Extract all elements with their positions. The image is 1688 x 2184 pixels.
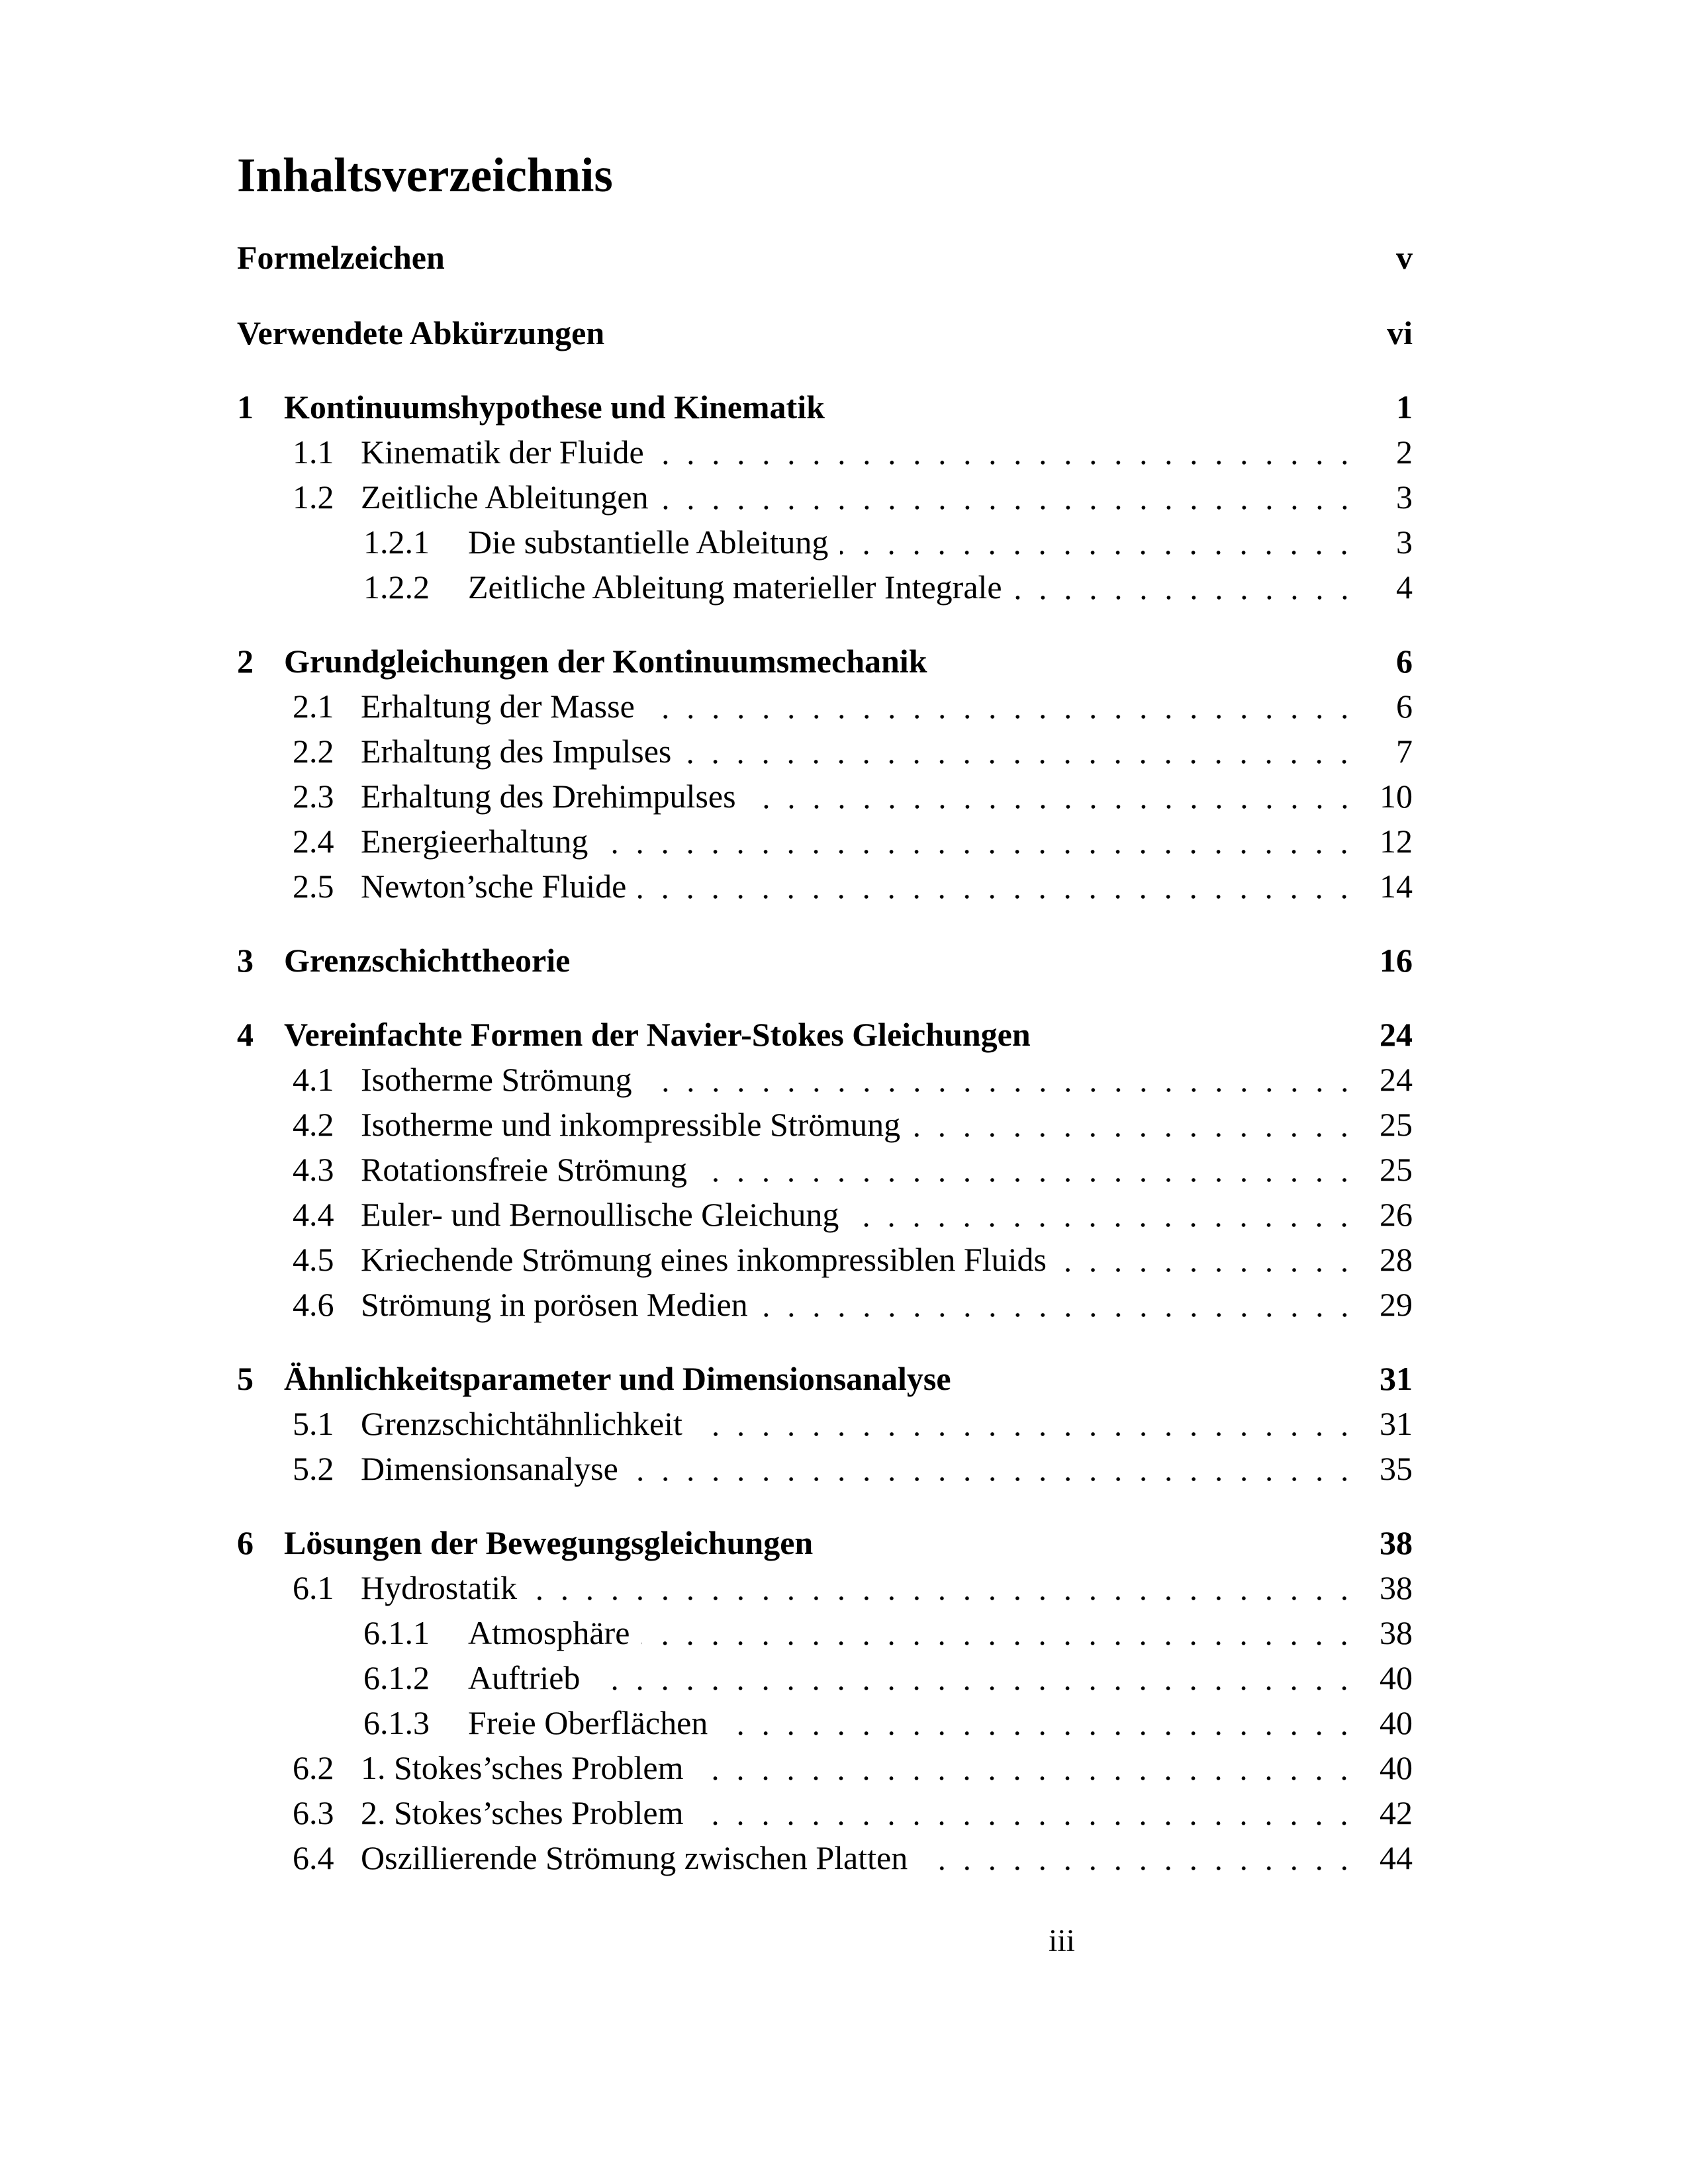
toc-entry-page: 35 — [1380, 1450, 1413, 1487]
toc-entry-page: 3 — [1396, 478, 1413, 516]
page-title: Inhaltsverzeichnis — [237, 148, 613, 202]
toc-entry-number: 4.2 — [293, 1106, 334, 1143]
toc-entry-label: Euler- und Bernoullische Gleichung — [361, 1196, 839, 1233]
toc-entry-4-5 — [237, 1237, 1413, 1282]
toc-entry-number: 6.1.1 — [363, 1614, 430, 1651]
toc-entry-label: Strömung in porösen Medien — [361, 1286, 748, 1323]
toc-entry-label: Grundgleichungen der Kontinuumsmechanik — [284, 643, 927, 680]
toc-entry-page: 7 — [1396, 733, 1413, 770]
toc-entry-number: 2.5 — [293, 868, 334, 905]
toc-entry-label: Isotherme und inkompressible Strömung — [361, 1106, 901, 1143]
toc-entry-label: Verwendete Abkürzungen — [237, 314, 605, 351]
toc-entry-page: 24 — [1380, 1016, 1413, 1053]
toc-entry-page: 6 — [1396, 643, 1413, 680]
dot-leader — [1014, 565, 1357, 610]
toc-entry-5 — [237, 1356, 1413, 1401]
dot-leader — [644, 1057, 1357, 1102]
toc-entry-label: Ähnlichkeitsparameter und Dimensionsanalyse — [284, 1360, 951, 1397]
toc-entry-page: 42 — [1380, 1794, 1413, 1831]
toc-entry-label: Rotationsfreie Strömung — [361, 1151, 687, 1188]
toc-content — [237, 0, 1413, 1958]
leader-spacer — [616, 310, 1357, 355]
toc-entry-page: 1 — [1396, 388, 1413, 426]
toc-entry-6-1-2 — [237, 1655, 1413, 1700]
toc-entry-2 — [237, 639, 1413, 684]
toc-entry-6 — [237, 1520, 1413, 1565]
toc-entry-number: 5 — [237, 1360, 254, 1397]
toc-entry-page: 25 — [1380, 1106, 1413, 1143]
toc-entry-label: Dimensionsanalyse — [361, 1450, 618, 1487]
leader-spacer — [939, 639, 1357, 684]
dot-leader — [1058, 1237, 1357, 1282]
toc-entry-label: Hydrostatik — [361, 1569, 518, 1606]
toc-entry-label: Erhaltung der Masse — [361, 688, 635, 725]
toc-entry-page: 40 — [1380, 1704, 1413, 1741]
toc-entry-number: 2.3 — [293, 778, 334, 815]
toc-entry-3 — [237, 938, 1413, 983]
toc-entry-page: 44 — [1380, 1839, 1413, 1876]
toc-entry-6-1 — [237, 1565, 1413, 1610]
toc-entry-page: 38 — [1380, 1524, 1413, 1561]
toc-entry-4-4 — [237, 1192, 1413, 1237]
toc-entry-page: 12 — [1380, 823, 1413, 860]
toc-entry-1-2-1 — [237, 520, 1413, 565]
toc-entry-number: 4 — [237, 1016, 254, 1053]
toc-entry-number: 1.2.2 — [363, 569, 430, 606]
toc-entry-page: 38 — [1380, 1614, 1413, 1651]
toc-entry-6-4 — [237, 1835, 1413, 1880]
toc-entry-4-6 — [237, 1282, 1413, 1327]
toc-entry-label: Newton’sche Fluide — [361, 868, 627, 905]
toc-entry-2-2 — [237, 729, 1413, 774]
toc-entry-label: Zeitliche Ableitungen — [361, 478, 649, 516]
dot-leader — [683, 729, 1357, 774]
toc-entry-label: Kriechende Strömung eines inkompressiblen Fluids — [361, 1241, 1047, 1278]
dot-leader — [912, 1102, 1357, 1147]
toc-entry-label: Kinematik der Fluide — [361, 433, 644, 471]
toc-entry-label: Grenzschichttheorie — [284, 942, 571, 979]
toc-entry-number: 1 — [237, 388, 254, 426]
toc-entry-1-2 — [237, 475, 1413, 520]
dot-leader — [699, 1147, 1357, 1192]
toc-entry-number: 2 — [237, 643, 254, 680]
toc-entry-page: 2 — [1396, 433, 1413, 471]
dot-leader — [661, 475, 1357, 520]
toc-entry-number: 6.1 — [293, 1569, 334, 1606]
toc-entry-number: 5.2 — [293, 1450, 334, 1487]
toc-entry-5-1 — [237, 1401, 1413, 1446]
toc-entry-number: 1.2.1 — [363, 523, 430, 561]
toc-entry-label: 1. Stokes’sches Problem — [361, 1749, 684, 1786]
toc-entry-number: 1.2 — [293, 478, 334, 516]
toc-entry-number: 4.5 — [293, 1241, 334, 1278]
toc-entry-1-2-2 — [237, 565, 1413, 610]
dot-leader — [720, 1700, 1357, 1745]
toc-entry-number: 5.1 — [293, 1405, 334, 1442]
toc-entry-page: v — [1396, 239, 1413, 276]
dot-leader — [656, 430, 1357, 475]
toc-entry-page: 14 — [1380, 868, 1413, 905]
toc-entry-number: 4.4 — [293, 1196, 334, 1233]
toc-entry-number: 1.1 — [293, 433, 334, 471]
toc-entry-label: Atmosphäre — [468, 1614, 630, 1651]
toc-entry-page: 28 — [1380, 1241, 1413, 1278]
toc-entry-6-3 — [237, 1790, 1413, 1835]
toc-entry-number: 6.4 — [293, 1839, 334, 1876]
toc-entry-label: Die substantielle Ableitung — [468, 523, 829, 561]
toc-entry-2-4 — [237, 819, 1413, 864]
toc-entry-1-1 — [237, 430, 1413, 475]
toc-entry-2-3 — [237, 774, 1413, 819]
toc-entry-2-1 — [237, 684, 1413, 729]
dot-leader — [851, 1192, 1357, 1237]
toc-entry-label: Erhaltung des Drehimpulses — [361, 778, 736, 815]
toc-entry-number: 6.3 — [293, 1794, 334, 1831]
dot-leader — [760, 1282, 1357, 1327]
toc-entry-label: Zeitliche Ableitung materieller Integrale — [468, 569, 1002, 606]
toc-entry-label: Oszillierende Strömung zwischen Platten — [361, 1839, 908, 1876]
leader-spacer — [837, 385, 1357, 430]
toc-entry-4-3 — [237, 1147, 1413, 1192]
toc-entry-page: 40 — [1380, 1659, 1413, 1696]
toc-entry-label: Vereinfachte Formen der Navier-Stokes Gleichungen — [284, 1016, 1031, 1053]
toc-entry-page: 25 — [1380, 1151, 1413, 1188]
dot-leader — [592, 1655, 1357, 1700]
toc-entry-label: Auftrieb — [468, 1659, 581, 1696]
dot-leader — [695, 1790, 1357, 1835]
toc-entry-page: 24 — [1380, 1061, 1413, 1098]
toc-entry-6-1-3 — [237, 1700, 1413, 1745]
leader-spacer — [582, 938, 1357, 983]
toc-entry-number: 2.4 — [293, 823, 334, 860]
toc-entry-page: 29 — [1380, 1286, 1413, 1323]
toc-entry-number: 2.1 — [293, 688, 334, 725]
dot-leader — [638, 864, 1357, 909]
toc-entry-label: Grenzschichtähnlichkeit — [361, 1405, 682, 1442]
leader-spacer — [825, 1520, 1357, 1565]
toc-entry-list — [237, 235, 1413, 1880]
toc-entry-number: 6.2 — [293, 1749, 334, 1786]
dot-leader — [630, 1446, 1357, 1491]
dot-leader — [695, 1745, 1357, 1790]
dot-leader — [641, 1610, 1357, 1655]
toc-entry-4-1 — [237, 1057, 1413, 1102]
toc-entry-number: 4.1 — [293, 1061, 334, 1098]
toc-entry-verwendete-abk-rzungen — [237, 310, 1413, 355]
toc-entry-4 — [237, 1012, 1413, 1057]
toc-entry-number: 6.1.3 — [363, 1704, 430, 1741]
page-footer-number: iii — [1048, 1923, 1075, 1958]
dot-leader — [840, 520, 1357, 565]
toc-entry-page: 3 — [1396, 523, 1413, 561]
toc-entry-label: Energieerhaltung — [361, 823, 588, 860]
toc-entry-page: 31 — [1380, 1360, 1413, 1397]
toc-entry-page: 4 — [1396, 569, 1413, 606]
toc-entry-4-2 — [237, 1102, 1413, 1147]
leader-spacer — [457, 235, 1357, 280]
toc-entry-number: 2.2 — [293, 733, 334, 770]
toc-entry-label: Erhaltung des Impulses — [361, 733, 672, 770]
dot-leader — [529, 1565, 1357, 1610]
leader-spacer — [1043, 1012, 1357, 1057]
dot-leader — [919, 1835, 1357, 1880]
toc-entry-number: 3 — [237, 942, 254, 979]
toc-entry-label: Isotherme Strömung — [361, 1061, 632, 1098]
toc-entry-page: 40 — [1380, 1749, 1413, 1786]
toc-entry-5-2 — [237, 1446, 1413, 1491]
toc-entry-label: 2. Stokes’sches Problem — [361, 1794, 684, 1831]
toc-entry-number: 6.1.2 — [363, 1659, 430, 1696]
toc-entry-page: 6 — [1396, 688, 1413, 725]
leader-spacer — [963, 1356, 1357, 1401]
dot-leader — [600, 819, 1357, 864]
toc-entry-formelzeichen — [237, 235, 1413, 280]
toc-entry-number: 6 — [237, 1524, 254, 1561]
toc-entry-number: 4.3 — [293, 1151, 334, 1188]
toc-entry-number: 4.6 — [293, 1286, 334, 1323]
dot-leader — [647, 684, 1357, 729]
toc-entry-page: 16 — [1380, 942, 1413, 979]
toc-entry-label: Freie Oberflächen — [468, 1704, 708, 1741]
toc-entry-page: vi — [1387, 314, 1413, 351]
toc-entry-page: 31 — [1380, 1405, 1413, 1442]
toc-entry-6-2 — [237, 1745, 1413, 1790]
toc-entry-1 — [237, 385, 1413, 430]
toc-entry-label: Formelzeichen — [237, 239, 445, 276]
toc-entry-page: 10 — [1380, 778, 1413, 815]
toc-entry-page: 38 — [1380, 1569, 1413, 1606]
dot-leader — [748, 774, 1357, 819]
toc-entry-label: Kontinuumshypothese und Kinematik — [284, 388, 825, 426]
toc-entry-label: Lösungen der Bewegungsgleichungen — [284, 1524, 814, 1561]
toc-entry-6-1-1 — [237, 1610, 1413, 1655]
dot-leader — [694, 1401, 1357, 1446]
toc-entry-page: 26 — [1380, 1196, 1413, 1233]
toc-entry-2-5 — [237, 864, 1413, 909]
